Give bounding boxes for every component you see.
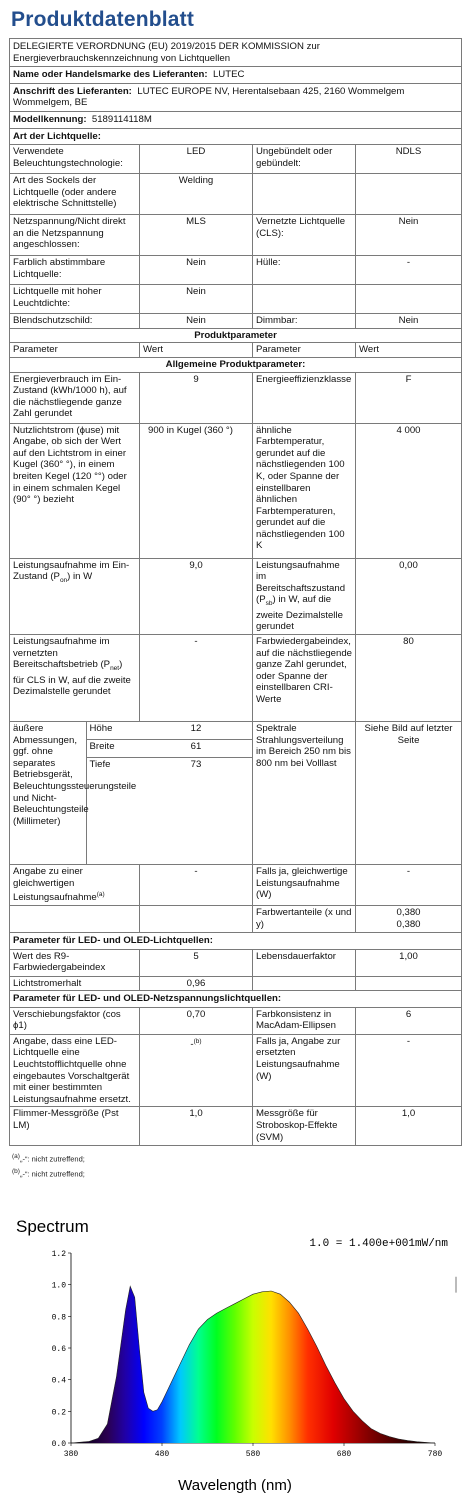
row-label: Verschiebungsfaktor (cos ϕ1)	[10, 1007, 140, 1034]
row-value: F	[356, 372, 462, 423]
table-row	[10, 1107, 462, 1146]
table-row	[10, 174, 462, 215]
row-label: Farbwiedergabeindex, auf die nächstliegende ganze Zahl gerundet, oder Spanne der einstellbaren CRI-Werte	[253, 635, 356, 722]
row-value: 900 in Kugel (360 °)	[140, 423, 253, 558]
row-label: Nutzlichtstrom (ϕuse) mit Angabe, ob sich der Wert auf den Lichtstrom in einer Kugel (360° °), in einem breiten Kegel (120 °°) oder in einem schmalen Kegel (90° °) bezieht	[10, 423, 140, 558]
chart-scale-note: 1.0 = 1.400e+001mW/nm	[309, 1238, 448, 1250]
footnote-a: (a)„-“: nicht zutreffend;	[12, 1153, 85, 1164]
table-row	[10, 558, 462, 634]
row-value: -	[140, 865, 253, 906]
column-header: Parameter	[253, 343, 356, 358]
chroma-y: 0,380	[396, 918, 421, 930]
dim-name: Breite	[86, 739, 140, 757]
row-value: 0,00	[356, 558, 462, 634]
column-header: Wert	[140, 343, 253, 358]
column-header: Parameter	[10, 343, 140, 358]
supplier-address-row	[10, 83, 462, 111]
column-header-row	[10, 343, 462, 358]
row-value: MLS	[140, 215, 253, 256]
dim-value: 12	[140, 722, 252, 739]
row-value: -	[356, 1034, 462, 1107]
model-id: 5189114118M	[91, 113, 152, 125]
column-header: Wert	[356, 343, 462, 358]
row-label: Leistungsaufnahme im vernetzten Bereitschaftsbetrieb $(P_{net})$ für CLS in W, auf die zweite Dezimalstelle gerundet	[10, 635, 140, 722]
row-label: Farbkonsistenz in MacAdam-Ellipsen	[253, 1007, 356, 1034]
y-tick-label: 0.0	[51, 1440, 66, 1449]
section-general-parameters: Allgemeine Produktparameter:	[10, 357, 462, 372]
row-label: Hülle:	[253, 256, 356, 285]
row-label: Netzspannung/Nicht direkt an die Netzspannung angeschlossen:	[10, 215, 140, 256]
row-label: Dimmbar:	[253, 314, 356, 329]
chart-title: Spectrum	[16, 1217, 89, 1236]
row-label: Falls ja, Angabe zur ersetzten Leistungsaufnahme (W)	[253, 1034, 356, 1107]
table-row	[10, 635, 462, 722]
row-value: 0,96	[140, 976, 253, 991]
page-title: Produktdatenblatt	[11, 8, 195, 31]
table-row	[10, 976, 462, 991]
table-row	[10, 314, 462, 329]
y-tick-label: 1.2	[51, 1250, 66, 1259]
table-row	[10, 905, 462, 932]
row-value: LED	[140, 145, 253, 174]
row-label: Spektrale Strahlungsverteilung im Bereich 250 nm bis 800 nm bei Volllast	[253, 722, 356, 865]
y-tick-label: 0.6	[51, 1345, 66, 1354]
dimensions-table	[10, 722, 252, 864]
table-row	[10, 1034, 462, 1107]
section-mains-parameters: Parameter für LED- und OLED-Netzspannungslichtquellen:	[10, 991, 462, 1008]
supplier-address: LUTEC EUROPE NV, Herentalsebaan 425, 2160 Wommelgem Wommelgem, BE	[13, 85, 405, 109]
x-tick-label: 780	[427, 1450, 443, 1459]
row-label	[253, 174, 356, 215]
row-label: Angabe, dass eine LED-Lichtquelle eine Leuchtstofflichtquelle ohne eingebautes Vorschaltgerät mit einer bestimmten Leistungsaufnahme ersetzt.	[10, 1034, 140, 1107]
dim-name: Tiefe	[89, 759, 111, 770]
row-value: 1,0	[356, 1107, 462, 1146]
row-value: 5	[140, 949, 253, 976]
row-label: Messgröße für Stroboskop-Effekte (SVM)	[253, 1107, 356, 1146]
row-value: 1,0	[140, 1107, 253, 1146]
row-value: 0,70	[140, 1007, 253, 1034]
section-led-parameters: Parameter für LED- und OLED-Lichtquellen:	[10, 932, 462, 949]
x-tick-label: 680	[336, 1450, 352, 1459]
spectrum-chart	[0, 1208, 468, 1500]
row-value	[356, 174, 462, 215]
row-value: Siehe Bild auf letzter Seite	[356, 722, 462, 865]
row-label: Lichtquelle mit hoher Leuchtdichte:	[10, 285, 140, 314]
row-value: 1,00	[356, 949, 462, 976]
supplier-name-label: Name oder Handelsmarke des Lieferanten:	[13, 69, 208, 81]
row-label: Wert des R9-Farbwiedergabeindex	[10, 949, 140, 976]
chroma-x: 0,380	[396, 906, 421, 918]
row-value: -	[356, 256, 462, 285]
row-value: Nein	[140, 256, 253, 285]
supplier-address-label: Anschrift des Lieferanten:	[13, 85, 132, 97]
x-tick-label: 580	[245, 1450, 261, 1459]
row-value: 4 000	[356, 423, 462, 558]
row-value: 80	[356, 635, 462, 722]
row-value: Nein	[140, 314, 253, 329]
x-axis-label: Wavelength (nm)	[178, 1477, 292, 1494]
x-tick-label: 380	[63, 1450, 79, 1459]
footnote-b: (b)„-“: nicht zutreffend;	[12, 1167, 85, 1179]
dim-name: Höhe	[86, 722, 140, 739]
row-value: NDLS	[356, 145, 462, 174]
row-label: Energieverbrauch im Ein-Zustand (kWh/1000 h), auf die nächstliegende ganze Zahl gerundet	[10, 372, 140, 423]
dim-value: 61	[140, 739, 252, 757]
row-value: -	[140, 635, 253, 722]
table-row	[10, 256, 462, 285]
y-tick-label: 0.8	[51, 1313, 66, 1323]
row-label: Art des Sockels der Lichtquelle (oder andere elektrische Schnittstelle)	[10, 174, 140, 215]
table-row	[10, 145, 462, 174]
row-label: Vernetzte Lichtquelle (CLS):	[253, 215, 356, 256]
row-label: Verwendete Beleuchtungstechnologie:	[10, 145, 140, 174]
row-value	[356, 905, 462, 932]
row-label: Lebensdauerfaktor	[253, 949, 356, 976]
row-label: Blendschutzschild:	[10, 314, 140, 329]
row-value: Nein	[356, 215, 462, 256]
dimensions-label: äußere Abmessungen, ggf. ohne separates Betriebsgerät, Beleuchtungssteuerungsteile und Nicht-Beleuchtungsteile (Millimeter)	[10, 722, 86, 864]
table-row	[10, 949, 462, 976]
row-value: 9	[140, 372, 253, 423]
row-label: Leistungsaufnahme im Bereitschaftszustand $(P_{sb})$ in W, auf die zweite Dezimalstelle gerundet	[253, 558, 356, 634]
table-row	[10, 372, 462, 423]
section-light-source-type: Art der Lichtquelle:	[10, 128, 462, 145]
model-row	[10, 111, 462, 128]
regulation-text: DELEGIERTE VERORDNUNG (EU) 2019/2015 DER KOMMISSION zur Energieverbrauchskennzeichnung von Lichtquellen	[10, 39, 462, 67]
row-value: 9,0	[140, 558, 253, 634]
datasheet-table	[9, 38, 462, 1146]
table-row	[10, 722, 462, 865]
row-label: Flimmer-Messgröße (Pst LM)	[10, 1107, 140, 1146]
row-label: Angabe zu einer gleichwertigen Leistungsaufnahme$^{(a)}$	[10, 865, 140, 906]
row-value	[356, 285, 462, 314]
dimensions-cell	[10, 722, 253, 865]
table-row	[10, 285, 462, 314]
y-tick-label: 1.0	[51, 1281, 66, 1291]
table-row	[10, 865, 462, 906]
row-label: Energieeffizienzklasse	[253, 372, 356, 423]
row-label: Farbwertanteile (x und y)	[253, 905, 356, 932]
row-value: Nein	[140, 285, 253, 314]
footnotes	[12, 1151, 461, 1180]
table-row	[10, 423, 462, 558]
row-label: Lichtstromerhalt	[10, 976, 140, 991]
row-label: Leistungsaufnahme im Ein-Zustand $(P_{on})$ in W	[10, 558, 140, 634]
table-row	[10, 1007, 462, 1034]
row-label: Falls ja, gleichwertige Leistungsaufnahme (W)	[253, 865, 356, 906]
row-value: Welding	[140, 174, 253, 215]
supplier-name: LUTEC	[212, 69, 245, 81]
supplier-name-row	[10, 67, 462, 84]
row-value: 6	[356, 1007, 462, 1034]
row-label: Farblich abstimmbare Lichtquelle:	[10, 256, 140, 285]
datasheet	[9, 4, 461, 1180]
section-product-parameters: Produktparameter	[10, 328, 462, 343]
x-tick-label: 480	[154, 1450, 170, 1459]
model-label: Modellkennung:	[13, 113, 87, 125]
table-row	[10, 215, 462, 256]
dim-value: 73	[190, 759, 202, 770]
row-label: ähnliche Farbtemperatur, gerundet auf die nächstliegenden 100 K, oder Spanne der einstellbaren ähnlichen Farbtemperaturen, gerundet auf die nächstliegenden 100 K	[253, 423, 356, 558]
y-tick-label: 0.4	[51, 1376, 66, 1386]
y-tick-label: 0.2	[51, 1408, 66, 1418]
row-label: Ungebündelt oder gebündelt:	[253, 145, 356, 174]
row-value: Nein	[356, 314, 462, 329]
row-label	[253, 285, 356, 314]
row-value: -$^{(b)}$	[140, 1034, 253, 1107]
row-value: -	[356, 865, 462, 906]
